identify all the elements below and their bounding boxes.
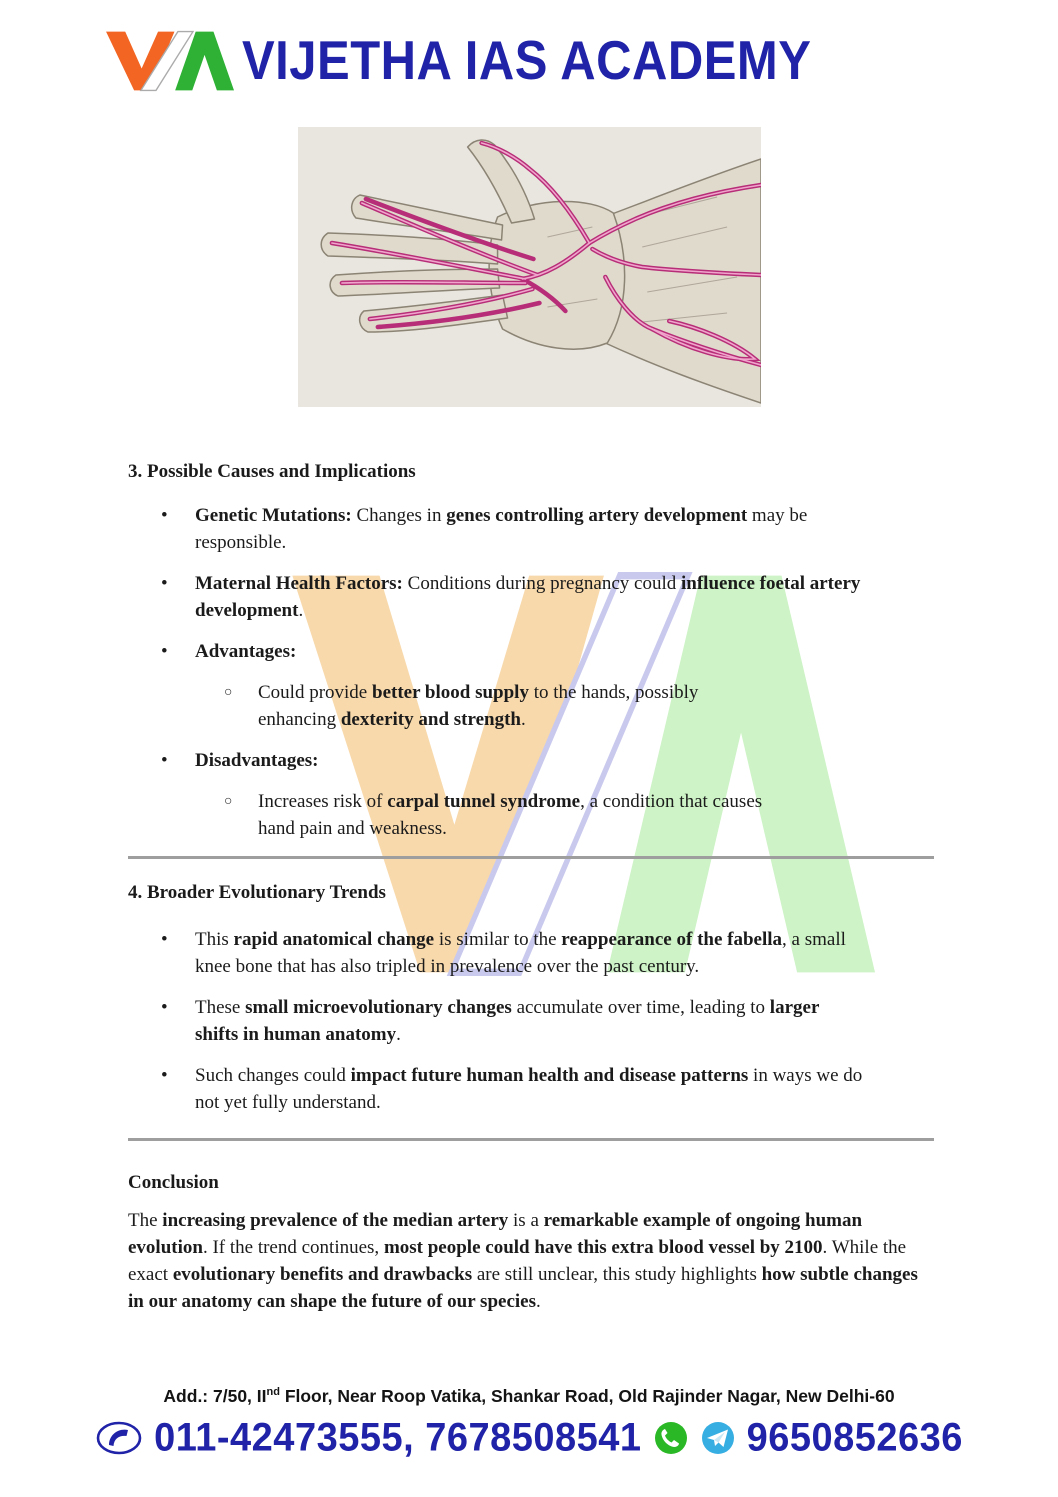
conclusion-paragraph: The increasing prevalence of the median artery is a remarkable example of ongoing human evolution. If the trend continues, most people could have this extra blood vessel by 2100. While the exact evolutionary benefits and drawbacks are still unclear, this study highlights how subtle changes in our anatomy can shape the future of our species.: [128, 1210, 918, 1312]
bullet-circle-marker: ○: [224, 685, 233, 700]
academy-logo-icon: [104, 16, 234, 106]
list-item: • These small microevolutionary changes accumulate over time, leading to larger shifts in human anatomy.: [128, 994, 863, 1048]
bullet-disc-marker: •: [161, 641, 168, 662]
list-item: ○ Increases risk of carpal tunnel syndrome, a condition that causes hand pain and weakness.: [128, 788, 768, 842]
header-logo: [104, 16, 811, 106]
whatsapp-icon: [653, 1420, 689, 1456]
address-superscript: nd: [266, 1386, 280, 1398]
bullet-disc-marker: •: [161, 997, 168, 1018]
list-item: • This rapid anatomical change is similar to the reappearance of the fabella, a small knee bone that has also tripled in prevalence over the past century.: [128, 926, 863, 980]
list-item: • Disadvantages:: [128, 747, 863, 774]
bullet-disc-marker: •: [161, 1065, 168, 1086]
brand-title: VIJETHA IAS ACADEMY: [242, 30, 812, 92]
phone-numbers: 011-42473555, 7678508541: [154, 1415, 642, 1460]
document-body: [128, 458, 934, 1315]
list-item: • Maternal Health Factors: Conditions during pregnancy could influence foetal artery development.: [128, 570, 863, 624]
footer: [0, 1381, 1058, 1460]
bullet-disc-marker: •: [161, 929, 168, 950]
telegram-icon: [700, 1420, 736, 1456]
divider: [128, 856, 934, 859]
doc-list: [128, 926, 934, 1116]
divider: [128, 1138, 934, 1141]
list-item: • Genetic Mutations: Changes in genes controlling artery development may be responsible.: [128, 502, 863, 556]
bullet-disc-marker: •: [161, 505, 168, 526]
list-item: • Advantages:: [128, 638, 863, 665]
doc-list: [128, 502, 934, 842]
whatsapp-telegram-number: 9650852636: [746, 1415, 963, 1460]
list-item: • Such changes could impact future human health and disease patterns in ways we do not yet fully understand.: [128, 1062, 863, 1116]
hand-arteries-figure: [298, 127, 761, 407]
footer-address: Add.: 7/50, IInd Floor, Near Roop Vatika, Shankar Road, Old Rajinder Nagar, New Delhi-60: [163, 1385, 895, 1406]
conclusion-heading: Conclusion: [128, 1172, 219, 1193]
bullet-disc-marker: •: [161, 573, 168, 594]
bullet-disc-marker: •: [161, 750, 168, 771]
section-heading: 4. Broader Evolutionary Trends: [128, 882, 386, 903]
list-item: ○ Could provide better blood supply to the hands, possibly enhancing dexterity and strength.: [128, 679, 768, 733]
section-heading: 3. Possible Causes and Implications: [128, 461, 416, 482]
phone-receiver-icon: [95, 1420, 143, 1456]
bullet-circle-marker: ○: [224, 794, 233, 809]
